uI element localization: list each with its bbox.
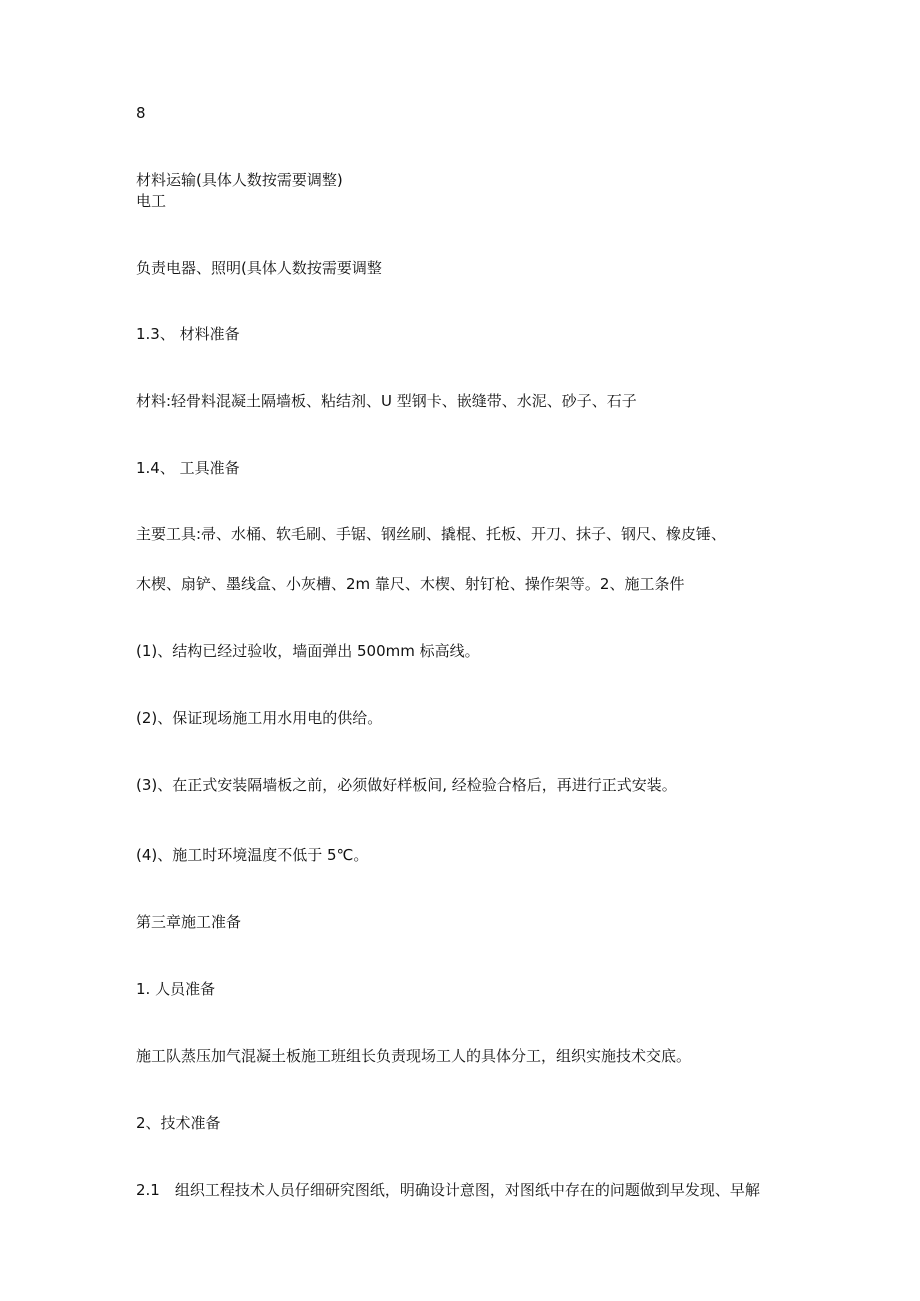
section-heading-1-3: 1.3、 材料准备 — [136, 325, 240, 343]
condition-item-4: (4)、施工时环境温度不低于 5℃。 — [136, 846, 369, 864]
material-transport-line: 材料运输(具体人数按需要调整) — [136, 171, 343, 189]
tools-paragraph-line-2: 木楔、扇铲、墨线盒、小灰槽、2m 靠尺、木楔、射钉枪、操作架等。2、施工条件 — [136, 575, 685, 593]
section-heading-1-4: 1.4、 工具准备 — [136, 459, 240, 477]
page-number: 8 — [136, 104, 146, 122]
condition-item-3: (3)、在正式安装隔墙板之前，必须做好样板间, 经检验合格后，再进行正式安装。 — [136, 776, 677, 794]
technical-paragraph-line-1: 2.1 组织工程技术人员仔细研究图纸，明确设计意图，对图纸中存在的问题做到早发现、早解 — [136, 1181, 760, 1199]
electrician-duty-line: 负责电器、照明(具体人数按需要调整 — [136, 259, 382, 277]
section-heading-technical: 2、技术准备 — [136, 1114, 221, 1132]
personnel-paragraph: 施工队蒸压加气混凝土板施工班组长负责现场工人的具体分工，组织实施技术交底。 — [136, 1047, 692, 1065]
electrician-line: 电工 — [136, 192, 167, 210]
section-heading-personnel: 1. 人员准备 — [136, 980, 216, 998]
chapter-heading: 第三章施工准备 — [136, 913, 242, 931]
tools-paragraph-line-1: 主要工具:帚、水桶、软毛刷、手锯、钢丝刷、撬棍、托板、开刀、抹子、钢尺、橡皮锤、 — [136, 525, 727, 543]
materials-paragraph: 材料:轻骨料混凝土隔墙板、粘结剂、U 型钢卡、嵌缝带、水泥、砂子、石子 — [136, 392, 637, 410]
condition-item-2: (2)、保证现场施工用水用电的供给。 — [136, 709, 383, 727]
condition-item-1: (1)、结构已经过验收，墙面弹出 500mm 标高线。 — [136, 642, 480, 660]
